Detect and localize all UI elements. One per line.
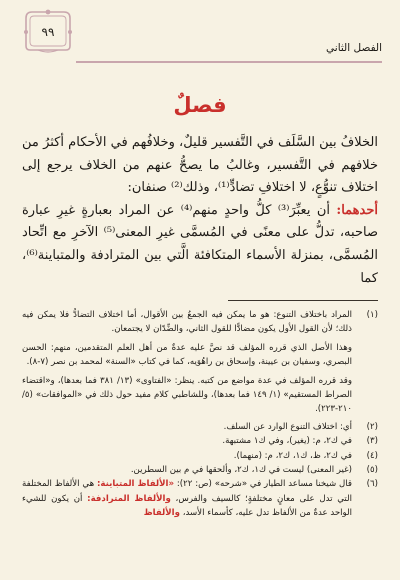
page-number: ٩٩ — [41, 25, 55, 39]
footnote-6-text-3: أن يكون للشيء الواحد عدةٌ من الألفاظ تدل عليه، كأسماء الأسد، — [22, 493, 352, 519]
header-rule — [76, 61, 382, 63]
footnote-6 — [22, 477, 378, 520]
footnote-divider — [228, 300, 378, 301]
paragraph-2 — [22, 200, 378, 290]
footnote-1-paragraph-3: وقد قرره المؤلف في عدة مواضع من كتبه. ينظر: «الفتاوى» (١٣/ ٣٨١ فما بعدها)، و«اقتضاء الصراط المستقيم» (١/ ١٤٩ فما بعدها)، وللشاطبي كلام مفيد حول ذلك في «الموافقات» (٥/ ٢١٠-٢٢٣). — [22, 375, 352, 415]
footnote-2 — [22, 420, 378, 434]
footnote-number: (٢) — [366, 421, 378, 432]
main-text — [22, 132, 378, 290]
footnote-6-term-2: والألفاظ المترادفة: — [87, 493, 171, 504]
page-number-badge — [20, 8, 76, 54]
footnote-6-text-1: قال شيخنا مساعد الطيار في «شرحه» (ص: ٢٢): — [174, 479, 352, 490]
footnote-number: (٤) — [366, 450, 378, 461]
footnote-6-term-3: والألفاظ — [143, 508, 180, 519]
footnote-4 — [22, 449, 378, 463]
footnote-1 — [22, 308, 378, 417]
paragraph-2-text: أن يعبِّرَ⁽³⁾ كلُّ واحدٍ منهم⁽⁴⁾ عن المراد بعبارةٍ غيرِ عبارة صاحبه، تدلُّ على معنًى في المُسمَّى غيرِ المعنى⁽⁵⁾ الآخرِ مع اتِّحاد المُسمَّى، بمنزلة الأسماء المتكافئة الَّتي بين المترادفة والمتباينة⁽⁶⁾، كما — [22, 202, 378, 286]
footnote-1-paragraph-1: المراد باختلاف التنوع: هو ما يمكن فيه الجمعُ بين الأقوال، أما اختلاف التضادُّ فلا يمكن فيه ذلك؛ لأن القول الأول يكون مضادًّا للقول الثاني، والضِّدّان لا يجتمعان. — [22, 310, 352, 335]
footnote-number: (٣) — [366, 436, 378, 447]
footnote-body: (غير المعنى) ليست في ك١، ك٢، وألحقها في م بين السطرين. — [130, 465, 352, 476]
section-title: فصلٌ — [173, 93, 227, 117]
footnote-body: أي: اختلاف التنوع الوارد عن السلف. — [223, 421, 352, 432]
paragraph-2-term: أحدهما: — [336, 202, 378, 218]
footnote-body — [22, 477, 352, 520]
footnote-number: (٥) — [366, 465, 378, 476]
footnote-body: في ك٢، ظ، ك١، ك٢، م: (منهما). — [233, 450, 352, 461]
footnote-number: (٦) — [366, 479, 378, 490]
paragraph-1: الخلافُ بين السَّلَف في التَّفسير قليلٌ، وخلافُهم في الأحكام أكثرُ من خلافهم في التَّفسير، وغالبُ ما يصحُّ عنهم من الخلاف يرجع إلى اختلاف تنوُّعٍ، لا اختلافِ تضادٍّ⁽¹⁾، وذلك⁽²⁾ صنفان: — [22, 135, 378, 196]
footnotes — [22, 308, 378, 521]
footnote-6-text-2: هي الألفاظ المختلفة التي تدل على معانٍ مختلفةٍ؛ كالسيف والفرس، — [22, 479, 352, 504]
footnote-number: (١) — [366, 310, 378, 320]
chapter-title: الفصل الثاني — [326, 42, 382, 54]
footnote-body: في ك٢، م: (يغير)، وفي ك١ مشتبهة. — [222, 436, 352, 447]
footnote-6-term-1: «الألفاظ المتباينة: — [96, 479, 175, 490]
footnote-3 — [22, 434, 378, 448]
footnote-1-paragraph-2: وهذا الأصل الذي قرره المؤلف قد نصَّ عليه عدةٌ من أهل العلم المتقدمين، منهم: الحسن البصري، وسفيان بن عيينة، وإسحاق بن راهُوَيه، كما في كتاب «السنة» لمحمد بن نصر (٧-٨). — [22, 342, 352, 368]
page-header — [20, 8, 382, 64]
footnote-5 — [22, 463, 378, 477]
footnote-body — [22, 308, 352, 417]
